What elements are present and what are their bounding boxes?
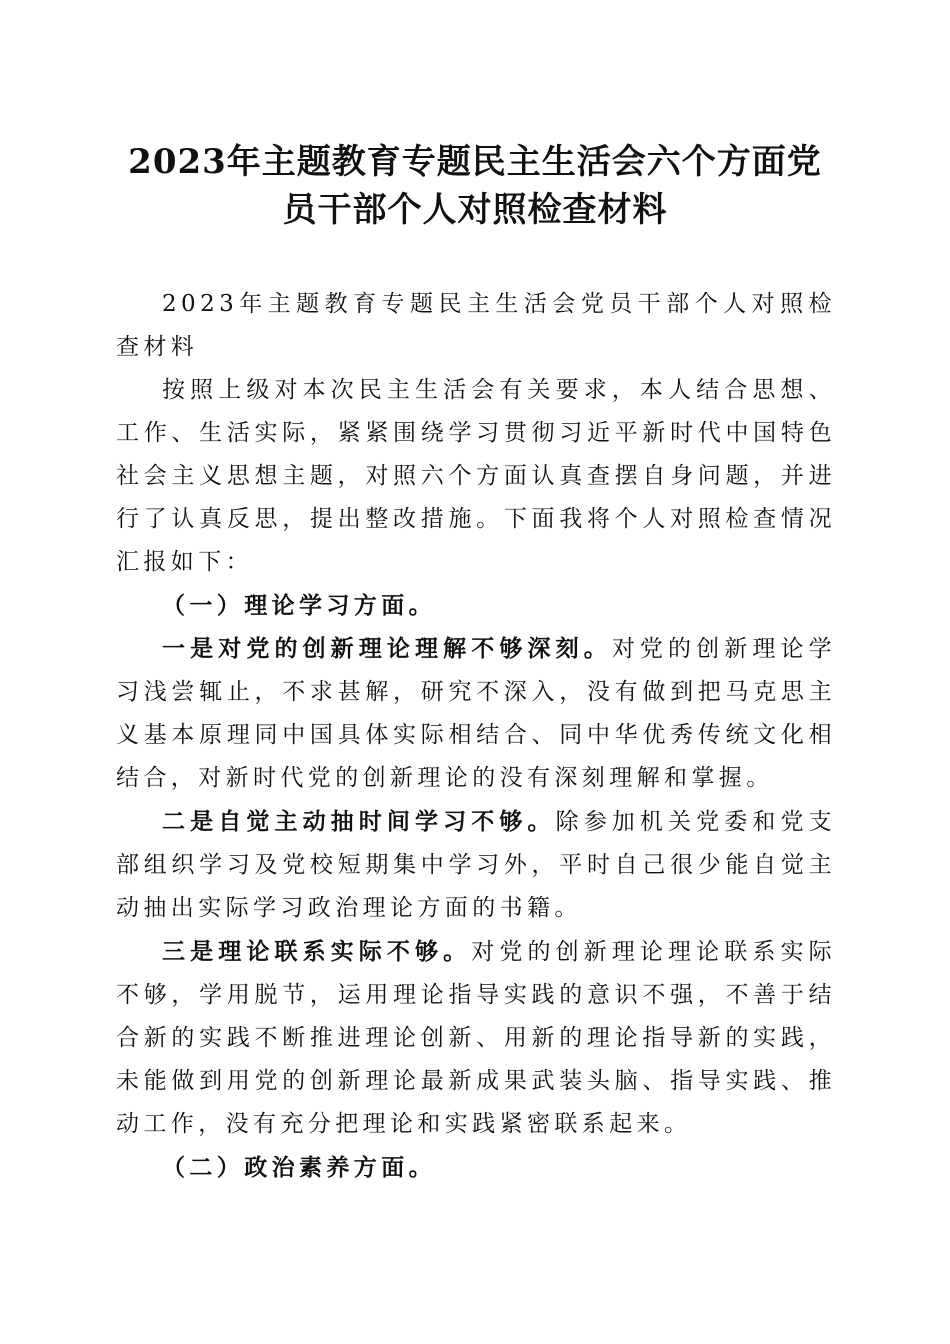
paragraph-point-1: [116, 627, 836, 800]
point-1-lead: 一是对党的创新理论理解不够深刻。: [162, 635, 612, 662]
title-line-2: 员干部个人对照检查材料: [282, 190, 668, 230]
point-3-lead: 三是理论联系实际不够。: [162, 938, 472, 965]
point-1-text: 对党的创新理论学习浅尝辄止，不求甚解，研究不深入，没有做到把马克思主义基本原理同中国具体实际相结合、同中华优秀传统文化相结合，对新时代党的创新理论的没有深刻理解和掌握。: [116, 636, 837, 791]
section-heading-political-quality: （二）政治素养方面。: [162, 1154, 436, 1181]
point-3-text: 对党的创新理论理论联系实际不够，学用脱节，运用理论指导实践的意识不强，不善于结合新的实践不断推进理论创新、用新的理论指导新的实践，未能做到用党的创新理论最新成果武装头脑、指导实践、推动工作，没有充分把理论和实践紧密联系起来。: [116, 939, 837, 1137]
paragraph-point-2: [116, 800, 836, 930]
section-heading-theory-study: （一）理论学习方面。: [162, 592, 436, 619]
title-line-1: 2023年主题教育专题民主生活会六个方面党: [128, 142, 822, 182]
paragraph-subtitle: 2023年主题教育专题民主生活会党员干部个人对照检查材料: [116, 291, 836, 360]
point-2-text: 除参加机关党委和党支部组织学习及党校短期集中学习外，平时自己很少能自觉主动抽出实际学习政治理论方面的书籍。: [116, 809, 836, 921]
document-title: [110, 138, 840, 234]
paragraph-point-3: [116, 930, 836, 1146]
document-body: [116, 283, 836, 1189]
paragraph-intro: 按照上级对本次民主生活会有关要求，本人结合思想、工作、生活实际，紧紧围绕学习贯彻习近平新时代中国特色社会主义思想主题，对照六个方面认真查摆自身问题，并进行了认真反思，提出整改措施。下面我将个人对照检查情况汇报如下：: [116, 377, 836, 575]
point-2-lead: 二是自觉主动抽时间学习不够。: [162, 808, 556, 835]
